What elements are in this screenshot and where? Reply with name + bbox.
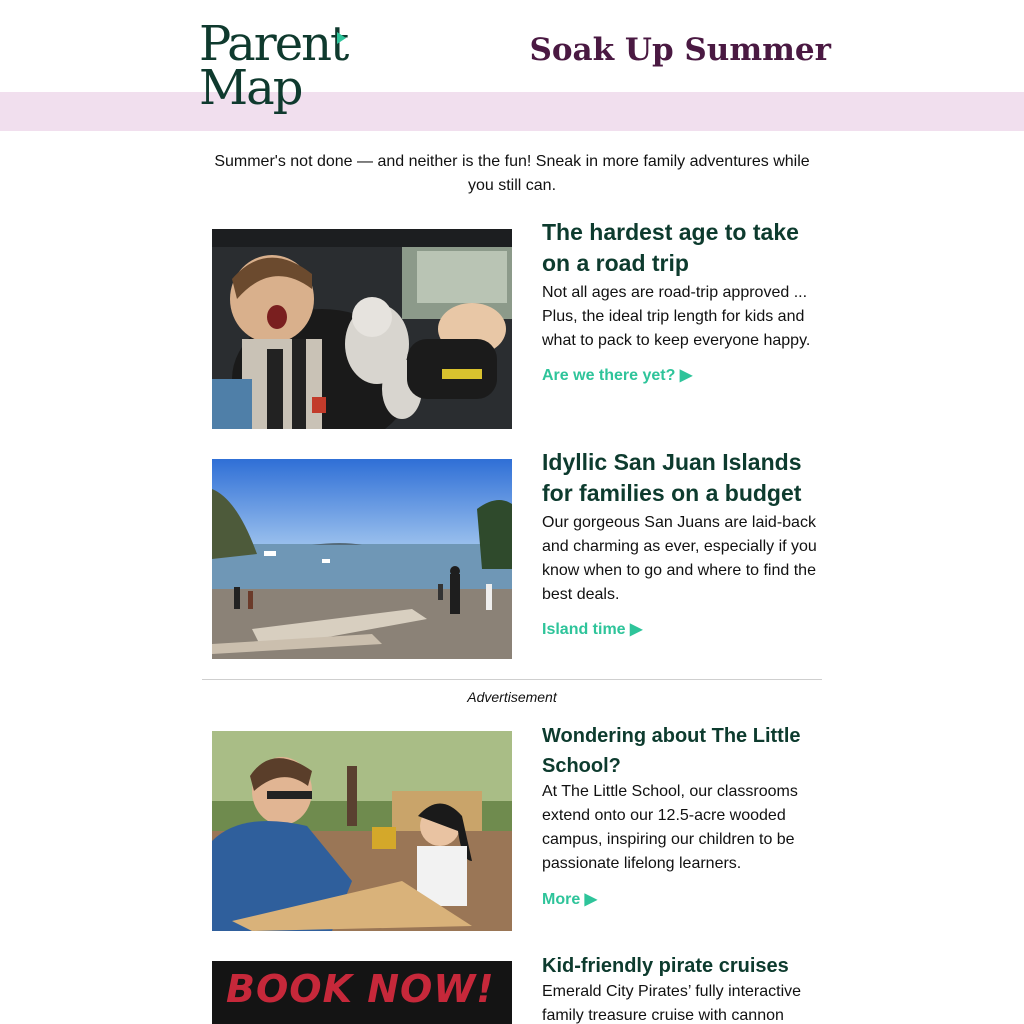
newsletter-headline: Soak Up Summer xyxy=(529,32,831,68)
header-band xyxy=(0,92,1024,131)
story-link[interactable]: Island time ▶ xyxy=(542,621,643,638)
story-road-trip xyxy=(212,219,822,429)
ad-title[interactable]: Wondering about The Little School? xyxy=(542,725,801,777)
advertisement-label: Advertisement xyxy=(467,689,557,705)
intro-text: Summer's not done — and neither is the fun! Sneak in more family adventures while you still can. xyxy=(214,153,810,194)
logo-play-icon xyxy=(337,32,346,44)
ad-description: Emerald City Pirates’ fully interactive family treasure cruise with cannon xyxy=(542,983,802,1024)
ad-pirate-cruise xyxy=(212,955,822,1024)
ad-little-school xyxy=(212,725,822,931)
ad-title[interactable]: Kid-friendly pirate cruises xyxy=(542,955,789,977)
ad-link[interactable]: More ▶ xyxy=(542,891,597,908)
logo-line-1: Parent xyxy=(199,16,348,72)
book-now-text: BOOK NOW! xyxy=(226,967,495,1011)
logo-line-2: Map xyxy=(199,60,302,116)
san-juan-image[interactable] xyxy=(212,459,512,659)
section-divider xyxy=(202,679,822,680)
parentmap-logo[interactable] xyxy=(199,18,359,118)
email-header xyxy=(0,0,1024,116)
story-title[interactable]: The hardest age to take on a road trip xyxy=(542,219,799,276)
story-link[interactable]: Are we there yet? ▶ xyxy=(542,367,693,384)
story-title[interactable]: Idyllic San Juan Islands for families on a budget xyxy=(542,449,802,506)
pirate-cruise-image[interactable] xyxy=(212,961,512,1024)
story-description: Our gorgeous San Juans are laid-back and charming as ever, especially if you know when to go and where to find the best deals. xyxy=(542,514,817,603)
ad-description: At The Little School, our classrooms extend onto our 12.5-acre wooded campus, inspiring our children to be passionate lifelong learners. xyxy=(542,783,798,872)
little-school-image[interactable] xyxy=(212,731,512,931)
story-description: Not all ages are road-trip approved ... Plus, the ideal trip length for kids and what to pack to keep everyone happy. xyxy=(542,284,811,349)
story-san-juan xyxy=(212,449,822,659)
road-trip-image[interactable] xyxy=(212,229,512,429)
